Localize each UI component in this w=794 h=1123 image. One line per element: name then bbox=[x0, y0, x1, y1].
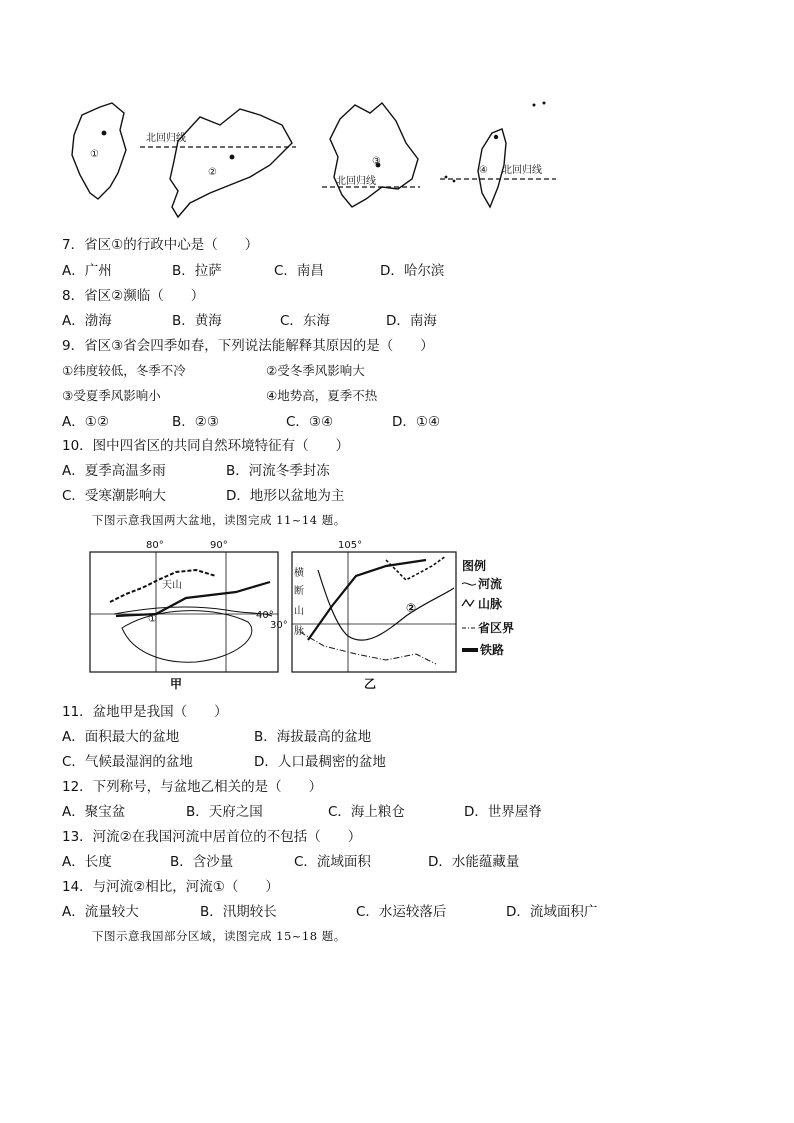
map-jia-frame bbox=[90, 552, 278, 672]
basin-maps bbox=[86, 536, 546, 692]
map-jia-lon-90: 90° bbox=[210, 540, 228, 551]
q14-option-b[interactable]: B．汛期较长 bbox=[200, 904, 277, 920]
yangtze-river bbox=[318, 570, 454, 640]
q7-option-c[interactable]: C．南昌 bbox=[274, 263, 324, 279]
q10-option-c[interactable]: C．受寒潮影响大 bbox=[62, 488, 166, 504]
q10-option-d[interactable]: D．地形以盆地为主 bbox=[226, 488, 345, 504]
map-yi-mountain-4: 脉 bbox=[294, 626, 304, 637]
map-yi-mountain-1: 横 bbox=[294, 568, 304, 579]
province-1-capital-dot bbox=[102, 131, 107, 136]
legend-title: 图例 bbox=[462, 559, 487, 573]
q13-option-a[interactable]: A．长度 bbox=[62, 854, 112, 870]
q12-option-b[interactable]: B．天府之国 bbox=[186, 804, 263, 820]
q14-option-c[interactable]: C．水运较落后 bbox=[356, 904, 447, 920]
province-3-label: ③ bbox=[372, 156, 381, 167]
q14-option-a[interactable]: A．流量较大 bbox=[62, 904, 139, 920]
q14-option-d[interactable]: D．流域面积广 bbox=[506, 904, 598, 920]
q9-option-b[interactable]: B．②③ bbox=[172, 414, 219, 430]
q9-option-d[interactable]: D．①④ bbox=[392, 414, 441, 430]
q9-statement-1: ①纬度较低，冬季不冷 bbox=[62, 363, 186, 378]
tarim-basin-edge bbox=[122, 611, 252, 663]
q11-option-d[interactable]: D．人口最稠密的盆地 bbox=[254, 754, 386, 770]
q10-stem: 10．图中四省区的共同自然环境特征有（ ） bbox=[62, 438, 350, 454]
province-1-outline bbox=[72, 103, 126, 199]
q12-option-d[interactable]: D．世界屋脊 bbox=[464, 804, 542, 820]
legend-railway: 铁路 bbox=[480, 643, 505, 657]
q7-option-d[interactable]: D．哈尔滨 bbox=[380, 263, 445, 279]
q8-option-d[interactable]: D．南海 bbox=[386, 313, 437, 329]
map-yi-mountain-3: 山 bbox=[294, 606, 304, 617]
q10-option-a[interactable]: A．夏季高温多雨 bbox=[62, 463, 166, 479]
q12-option-c[interactable]: C．海上粮仓 bbox=[328, 804, 405, 820]
q9-statement-3: ③受夏季风影响小 bbox=[62, 388, 161, 403]
q11-option-a[interactable]: A．面积最大的盆地 bbox=[62, 729, 180, 745]
map-yi-lon-105: 105° bbox=[338, 540, 363, 551]
map-yi-lat-30: 30° bbox=[270, 620, 288, 631]
tropic-label-1: 北回归线 bbox=[146, 133, 186, 144]
map-jia-lon-80: 80° bbox=[146, 540, 164, 551]
q9-stem: 9．省区③省会四季如春，下列说法能解释其原因的是（ ） bbox=[62, 338, 434, 354]
province-1-label: ① bbox=[90, 149, 99, 160]
province-2-label: ② bbox=[208, 167, 217, 178]
q13-option-d[interactable]: D．水能蕴藏量 bbox=[428, 854, 520, 870]
note-basins: 下图示意我国两大盆地，读图完成 11~14 题。 bbox=[92, 513, 346, 527]
mountain-range-yi bbox=[386, 556, 446, 580]
q9-option-a[interactable]: A．①② bbox=[62, 414, 109, 430]
q11-option-c[interactable]: C．气候最湿润的盆地 bbox=[62, 754, 193, 770]
legend-province-border: 省区界 bbox=[478, 621, 515, 635]
map-jia-mountain: 天山 bbox=[162, 580, 182, 591]
tropic-label-3: 北回归线 bbox=[336, 176, 376, 187]
q9-statement-2: ②受冬季风影响大 bbox=[266, 363, 365, 378]
q13-option-b[interactable]: B．含沙量 bbox=[170, 854, 234, 870]
map-yi-marker: ② bbox=[406, 601, 417, 615]
province-3-outline bbox=[330, 103, 418, 207]
map-yi-mountain-2: 断 bbox=[294, 586, 304, 597]
note-region: 下图示意我国部分区域，读图完成 15~18 题。 bbox=[92, 929, 346, 943]
q9-option-c[interactable]: C．③④ bbox=[286, 414, 334, 430]
q10-option-b[interactable]: B．河流冬季封冻 bbox=[226, 463, 330, 479]
q8-stem: 8．省区②濒临（ ） bbox=[62, 288, 205, 304]
tropic-label-4: 北回归线 bbox=[502, 165, 542, 176]
q8-option-b[interactable]: B．黄海 bbox=[172, 313, 222, 329]
q7-stem: 7．省区①的行政中心是（ ） bbox=[62, 237, 259, 253]
q12-option-a[interactable]: A．聚宝盆 bbox=[62, 804, 126, 820]
q12-stem: 12．下列称号，与盆地乙相关的是（ ） bbox=[62, 779, 323, 795]
q7-option-a[interactable]: A．广州 bbox=[62, 263, 112, 279]
map-jia-marker: ① bbox=[148, 614, 157, 625]
province-2-outline bbox=[170, 109, 292, 217]
legend-mountain: 山脉 bbox=[478, 597, 503, 611]
province-2-capital-dot bbox=[230, 155, 235, 160]
province-maps bbox=[60, 95, 560, 225]
q8-option-c[interactable]: C．东海 bbox=[280, 313, 330, 329]
map-jia-caption: 甲 bbox=[170, 677, 183, 691]
railway-yi bbox=[308, 560, 426, 640]
q13-stem: 13．河流②在我国河流中居首位的不包括（ ） bbox=[62, 829, 362, 845]
q7-option-b[interactable]: B．拉萨 bbox=[172, 263, 222, 279]
q11-stem: 11．盆地甲是我国（ ） bbox=[62, 704, 228, 720]
province-4-label: ④ bbox=[479, 165, 488, 176]
q11-option-b[interactable]: B．海拔最高的盆地 bbox=[254, 729, 372, 745]
q8-option-a[interactable]: A．渤海 bbox=[62, 313, 112, 329]
q13-option-c[interactable]: C．流域面积 bbox=[294, 854, 371, 870]
province-4-capital-dot bbox=[494, 135, 498, 139]
map-yi-caption: 乙 bbox=[364, 677, 377, 691]
province-border-yi bbox=[300, 632, 436, 664]
q9-statement-4: ④地势高，夏季不热 bbox=[266, 388, 378, 403]
q14-stem: 14．与河流②相比，河流①（ ） bbox=[62, 879, 279, 895]
map-jia-lat-40: 40° bbox=[256, 610, 274, 621]
legend-river: 河流 bbox=[478, 577, 503, 591]
